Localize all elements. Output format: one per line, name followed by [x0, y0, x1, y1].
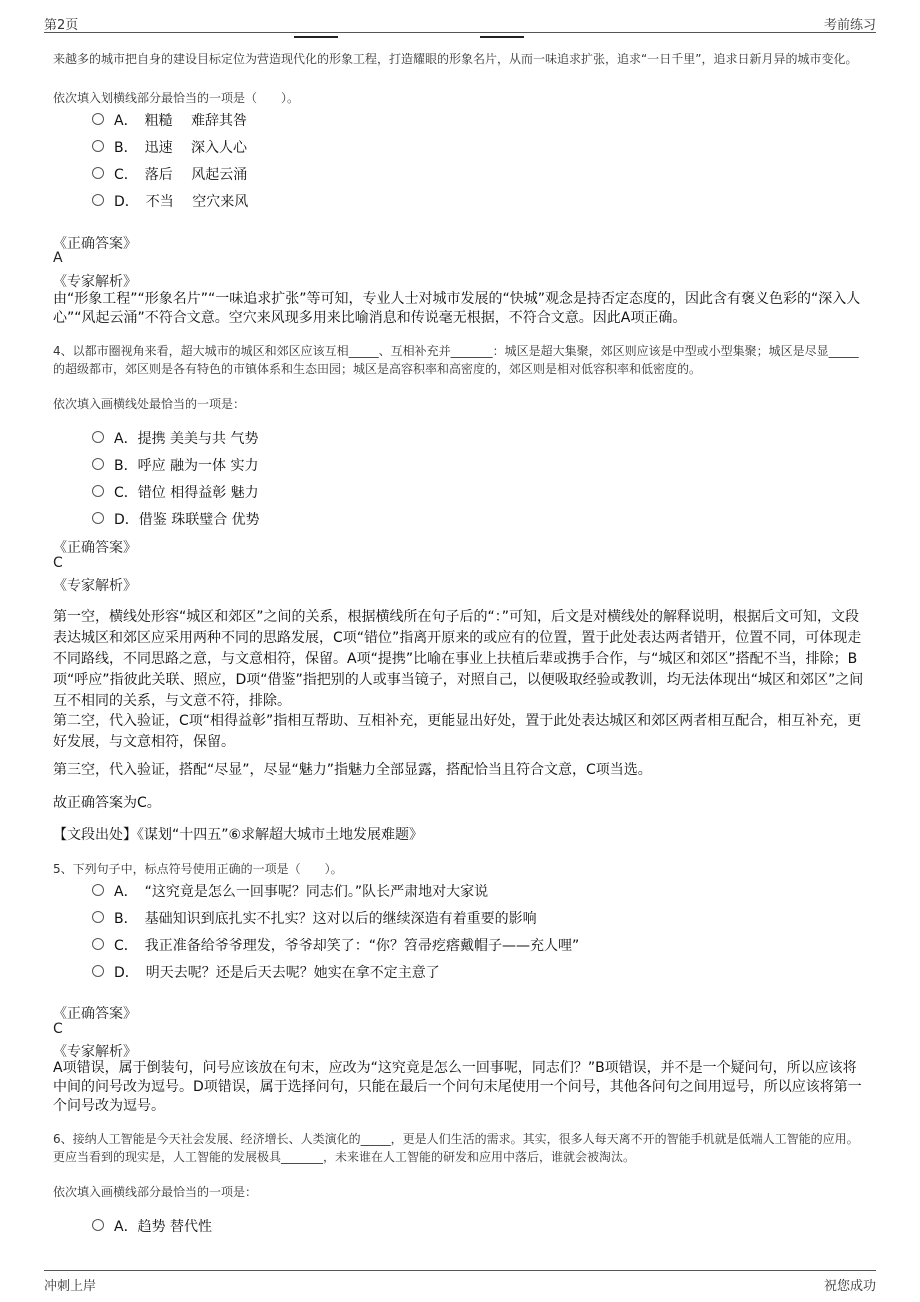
- q3-option-c[interactable]: C． 落后 风起云涌: [92, 164, 247, 184]
- radio-icon[interactable]: [92, 458, 104, 470]
- radio-icon[interactable]: [92, 194, 104, 206]
- q3-option-a[interactable]: A． 粗糙 难辞其咎: [92, 110, 247, 130]
- page-number: 第2页: [44, 18, 79, 33]
- q5-option-d[interactable]: D． 明天去呢？还是后天去呢？她实在拿不定主意了: [92, 962, 440, 982]
- radio-icon[interactable]: [92, 911, 104, 923]
- radio-icon[interactable]: [92, 1219, 104, 1231]
- cut-blank-2: [480, 36, 524, 38]
- q3-option-b[interactable]: B． 迅速 深入人心: [92, 137, 247, 157]
- q6-option-a[interactable]: A．趋势 替代性: [92, 1216, 212, 1236]
- q3-analysis: 由“形象工程”“形象名片”“一味追求扩张”等可知，专业人士对城市发展的“快城”观念是持否定态度的，因此含有褒义色彩的“深入人心”“风起云涌”不符合文意。空穴来风现多用来比喻消息和传说毫无根据，不符合文意。因此A项正确。: [53, 291, 861, 326]
- q6-stem: 6、接纳人工智能是今天社会发展、经济增长、人类演化的_____，更是人们生活的需求。其实，很多人每天离不开的智能手机就是低端人工智能的应用。更应当看到的现实是，人工智能的发展极具_______，未来谁在人工智能的研发和应用中落后，谁就会被淘汰。: [53, 1132, 859, 1164]
- q5-answer: C: [53, 1021, 63, 1037]
- q4-analysis-para-1: 第一空，横线处形容“城区和郊区”之间的关系，根据横线所在句子后的“：”可知，后文是对横线处的解释说明，根据后文可知，文段表达城区和郊区应采用两种不同的思路发展，C项“错位”指离开原来的或应有的位置，置于此处表达两者错开，位置不同，可体现走不同路线，不同思路之意，与文意相符，保留。A项“提携”比喻在事业上扶植后辈或携手合作，与“城区和郊区”搭配不当，排除；B项“呼应”指彼此关联、照应，D项“借鉴”指把别的人或事当镜子，对照自己，以便吸取经验或教训，均无法体现出“城区和郊区”之间互不相同的关系，与文意不符，排除。: [53, 609, 864, 709]
- q4-prompt: 依次填入画横线处最恰当的一项是：: [53, 397, 246, 411]
- radio-icon[interactable]: [92, 485, 104, 497]
- q4-analysis-label: 《专家解析》: [53, 578, 137, 594]
- radio-icon[interactable]: [92, 167, 104, 179]
- q5-option-b[interactable]: B． 基础知识到底扎实不扎实？这对以后的继续深造有着重要的影响: [92, 908, 537, 928]
- q4-analysis-para-3: 第三空，代入验证，搭配“尽显”，尽显“魅力”指魅力全部显露，搭配恰当且符合文意，C项当选。: [53, 762, 652, 778]
- q5-analysis: A项错误，属于倒装句，问号应该放在句末，应改为“这究竟是怎么一回事呢，同志们？”B项错误，并不是一个疑问句，所以应该将中间的问号改为逗号。D项错误，属于选择问句，只能在最后一个问句末尾使用一个问号，其他各问句之间用逗号，所以应该将第一个问号改为逗号。: [53, 1060, 862, 1114]
- q3-stem: 来越多的城市把自身的建设目标定位为营造现代化的形象工程，打造耀眼的形象名片，从而一味追求扩张，追求“一日千里”，追求日新月异的城市变化。: [53, 52, 858, 66]
- q3-analysis-label: 《专家解析》: [53, 274, 137, 290]
- radio-icon[interactable]: [92, 431, 104, 443]
- q4-answer: C: [53, 555, 63, 571]
- q4-option-c[interactable]: C．错位 相得益彰 魅力: [92, 482, 259, 502]
- q5-answer-label: 《正确答案》: [53, 1006, 137, 1022]
- q4-analysis-para-4: 故正确答案为C。: [53, 795, 161, 811]
- header-title: 考前练习: [823, 18, 876, 33]
- page-header: [44, 12, 876, 33]
- q5-option-c[interactable]: C． 我正准备给爷爷理发，爷爷却笑了：“你？笤帚疙瘩戴帽子——充人哩”: [92, 935, 579, 955]
- q4-option-a[interactable]: A．提携 美美与共 气势: [92, 428, 258, 448]
- q6-prompt: 依次填入画横线部分最恰当的一项是：: [53, 1185, 258, 1199]
- radio-icon[interactable]: [92, 965, 104, 977]
- q3-answer: A: [53, 250, 63, 266]
- radio-icon[interactable]: [92, 512, 104, 524]
- q4-option-d[interactable]: D．借鉴 珠联璧合 优势: [92, 509, 260, 529]
- q3-answer-label: 《正确答案》: [53, 236, 137, 252]
- radio-icon[interactable]: [92, 113, 104, 125]
- radio-icon[interactable]: [92, 938, 104, 950]
- cut-blank-1: [294, 36, 338, 38]
- q4-source: 【文段出处】《谋划“十四五”⑥求解超大城市土地发展难题》: [53, 827, 424, 843]
- q3-prompt: 依次填入划横线部分最恰当的一项是（ ）。: [53, 91, 300, 105]
- radio-icon[interactable]: [92, 140, 104, 152]
- q4-stem: 4、以都市圈视角来看，超大城市的城区和郊区应该互相_____、互相补充并_______：城区是超大集聚，郊区则应该是中型或小型集聚；城区是尽显_____的超级都市，郊区则是各有特色的市镇体系和生态田园；城区是高容积率和高密度的，郊区则是相对低容积率和低密度的。: [53, 344, 859, 376]
- page-footer: [44, 1270, 876, 1295]
- q4-analysis-para-2: 第二空，代入验证，C项“相得益彰”指相互帮助、互相补充，更能显出好处，置于此处表达城区和郊区两者相互配合，相互补充，更好发展，与文意相符，保留。: [53, 713, 862, 750]
- q3-option-d[interactable]: D． 不当 空穴来风: [92, 191, 248, 211]
- footer-right: 祝您成功: [823, 1279, 876, 1294]
- footer-left: 冲刺上岸: [44, 1279, 97, 1294]
- q5-stem: 5、下列句子中，标点符号使用正确的一项是（ ）。: [53, 862, 343, 876]
- radio-icon[interactable]: [92, 884, 104, 896]
- q4-option-b[interactable]: B．呼应 融为一体 实力: [92, 455, 259, 475]
- q4-answer-label: 《正确答案》: [53, 540, 137, 556]
- q5-analysis-label: 《专家解析》: [53, 1044, 137, 1060]
- q5-option-a[interactable]: A． “这究竟是怎么一回事呢？同志们。”队长严肃地对大家说: [92, 881, 488, 901]
